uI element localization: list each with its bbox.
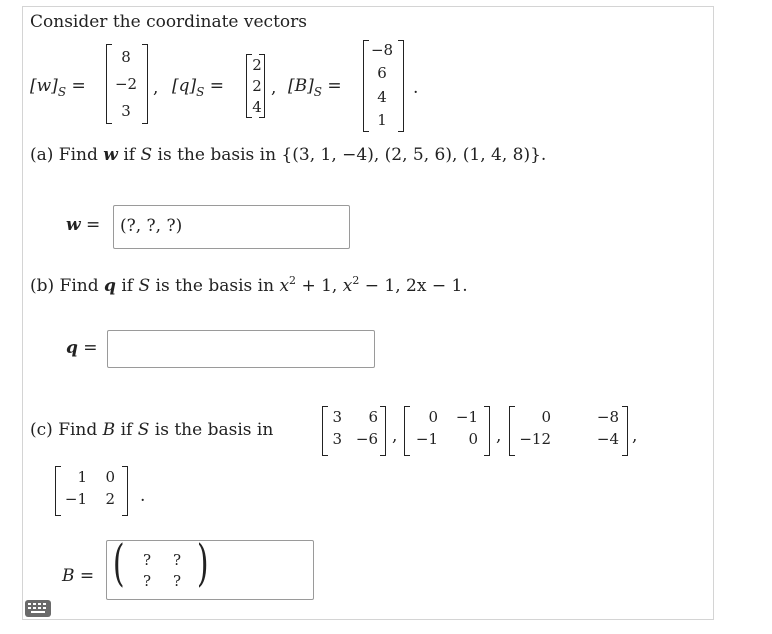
w-bracket-right [142,44,148,124]
part-b-answer-input[interactable] [107,330,375,368]
part-b-answer-label: q = [66,338,98,358]
matrix3-comma: , [632,426,638,446]
part-c-question: (c) Find B if S is the basis in [30,420,274,440]
q-bracket-right [259,54,265,118]
part-a-answer-input[interactable] [113,205,350,249]
answer-paren-left: ( [112,534,125,592]
q-comma: , [271,78,277,98]
answer-cell-21[interactable]: ? [143,572,152,590]
keyboard-icon[interactable] [25,600,51,617]
answer-paren-right: ) [196,534,209,592]
B-vector: −8 6 4 1 [370,40,394,130]
matrix2-bracket-right [484,406,490,456]
matrix1-bracket-right [380,406,386,456]
B-label: $[B]_S$ = [288,76,342,99]
B-bracket-right [398,40,404,132]
matrix1-comma: , [392,426,398,446]
part-a-answer-value: (?, ?, ?) [120,216,183,236]
part-a-answer-label: w = [66,215,101,235]
intro-text: Consider the coordinate vectors [30,12,307,32]
part-c-answer-input[interactable] [106,534,314,600]
q-label: $[q]_S$ = [172,76,225,99]
answer-cell-12[interactable]: ? [173,551,182,569]
answer-cell-11[interactable]: ? [143,551,152,569]
matrix2-comma: , [496,426,502,446]
answer-cell-22[interactable]: ? [173,572,182,590]
q-vector: 2 2 4 [252,55,262,117]
matrix4-bracket-right [122,466,128,516]
part-c-answer-label: B = [62,566,95,586]
matrix4-period: . [140,486,146,506]
part-b-question: (b) Find q if S is the basis in $x^2 + 1$, $x^2 - 1$, 2x − 1. [30,274,468,296]
B-period: . [413,78,419,98]
part-a-question: (a) Find w if S is the basis in {(3, 1, −4), (2, 5, 6), (1, 4, 8)}. [30,145,547,165]
matrix3-bracket-right [622,406,628,456]
w-vector: 8 −2 3 [114,48,138,120]
w-label: $[w]_S$ = [30,76,86,99]
w-comma: , [153,78,159,98]
